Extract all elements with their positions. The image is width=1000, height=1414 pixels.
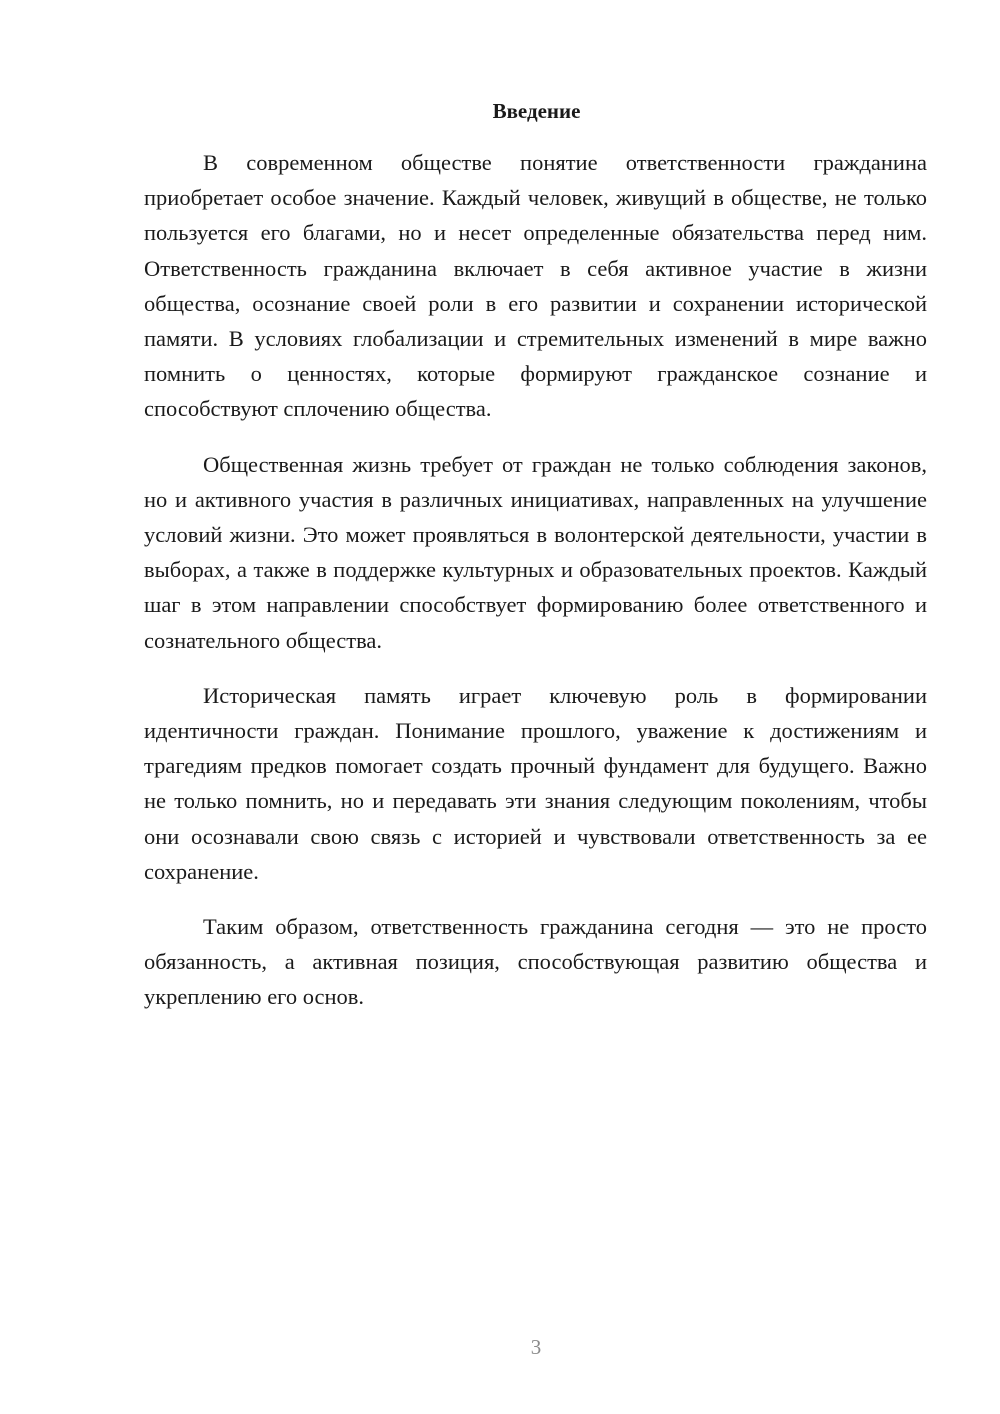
section-heading: Введение [492, 99, 581, 123]
page-number: 3 [530, 1335, 542, 1359]
paragraph-1: В современном обществе понятие ответственности гражданина приобретает особое значение. Каждый человек, живущий в обществе, не только пользуется его благами, но и несет определенные обязательства перед ним. Ответственность гражданина включает в себя активное участие в жизни общества, осознание своей роли в его развитии и сохранении исторической памяти. В условиях глобализации и стремительных изменений в мире важно помнить о ценностях, которые формируют гражданское сознание и способствуют сплочению общества. [144, 150, 927, 422]
paragraph-3: Историческая память играет ключевую роль в формировании идентичности граждан. Понимание прошлого, уважение к достижениям и трагедиям предков помогает создать прочный фундамент для будущего. Важно не только помнить, но и передавать эти знания следующим поколениям, чтобы они осознавали свою связь с историей и чувствовали ответственность за ее сохранение. [144, 682, 927, 884]
paragraph-4: Таким образом, ответственность гражданина сегодня — это не просто обязанность, а активная позиция, способствующая развитию общества и укреплению его основ. [144, 914, 927, 1010]
page-content [144, 96, 927, 1015]
paragraph-2: Общественная жизнь требует от граждан не только соблюдения законов, но и активного участия в различных инициативах, направленных на улучшение условий жизни. Это может проявляться в волонтерской деятельности, участии в выборах, а также в поддержке культурных и образовательных проектов. Каждый шаг в этом направлении способствует формированию более ответственного и сознательного общества. [144, 451, 927, 653]
